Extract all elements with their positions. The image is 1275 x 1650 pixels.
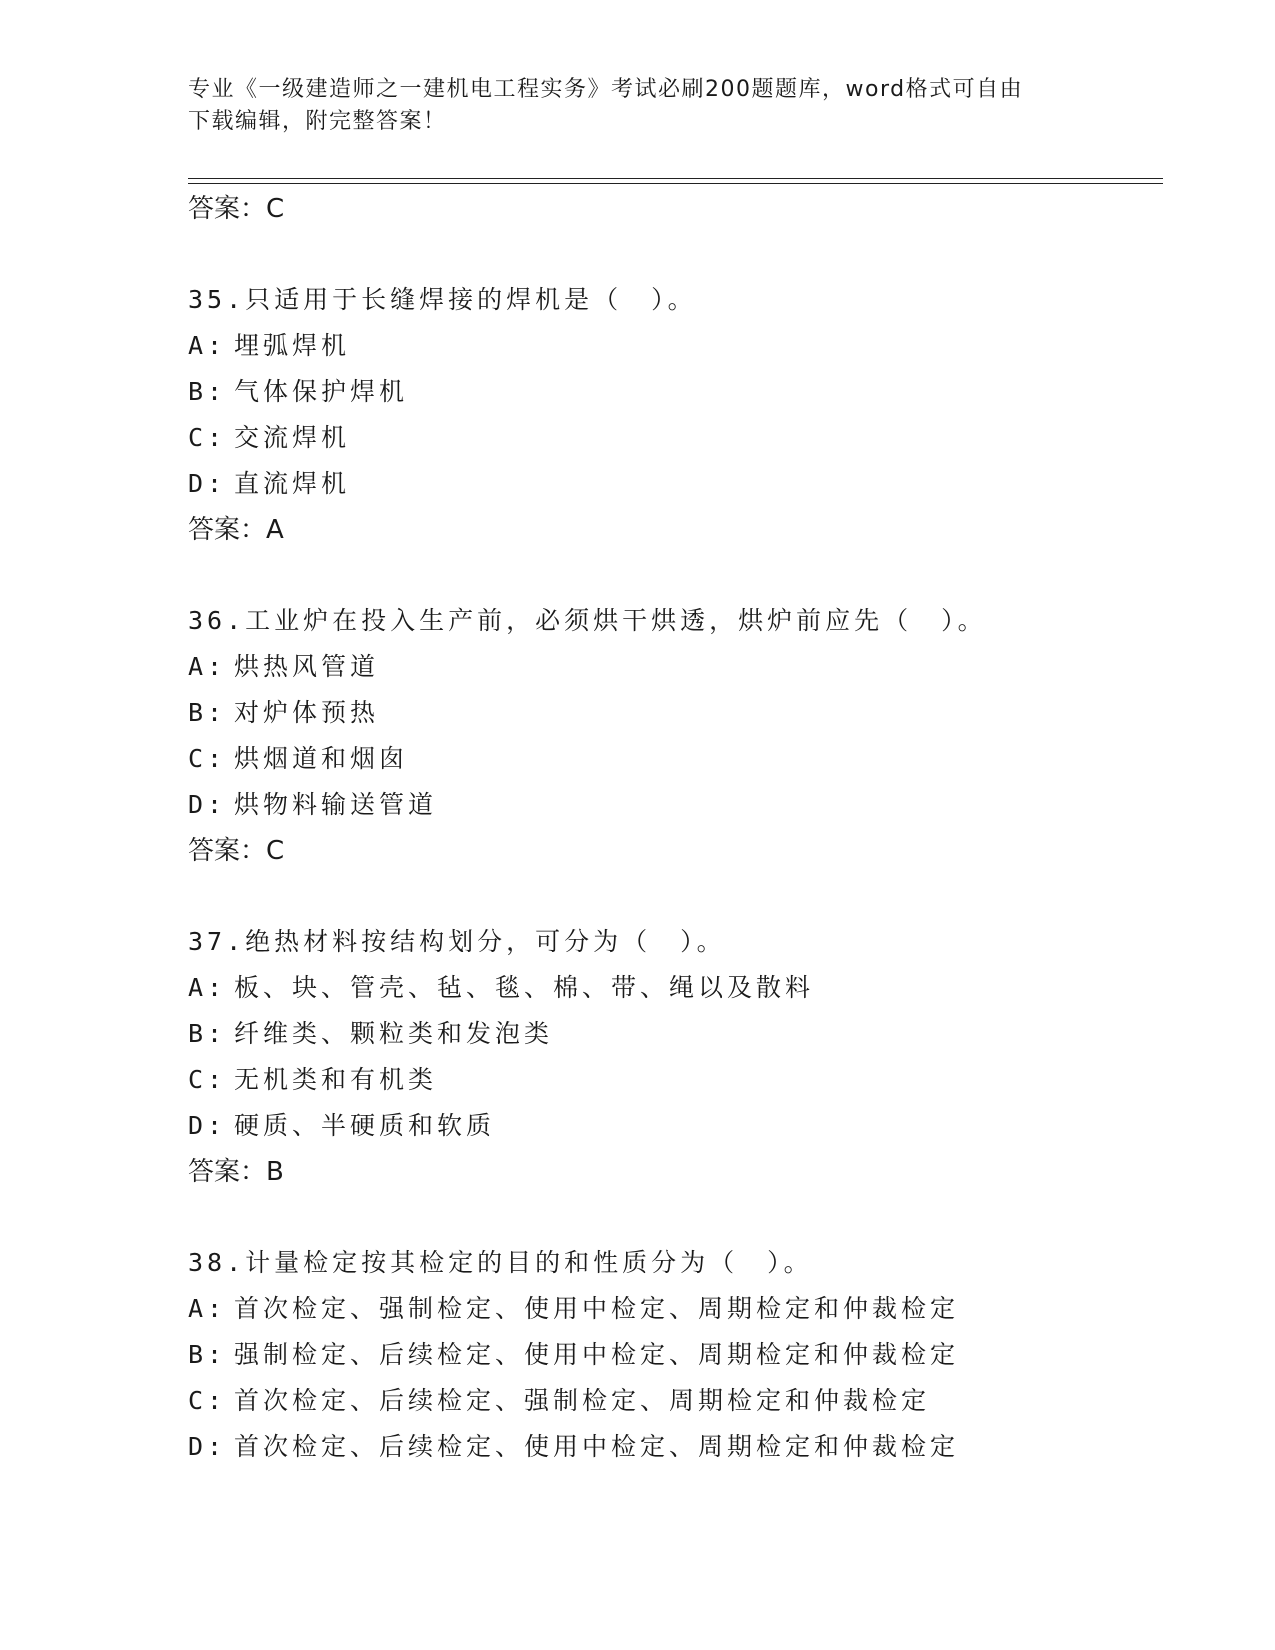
option-text: 纤维类、颗粒类和发泡类 [234, 1019, 554, 1048]
option-letter: D: [188, 1111, 227, 1140]
option-text: 烘物料输送管道 [234, 790, 438, 819]
option-d [188, 782, 1168, 828]
question-stem: 35.只适用于长缝焊接的焊机是（ ）。 [188, 285, 697, 314]
option-letter: B: [188, 1340, 227, 1369]
option-text: 埋弧焊机 [234, 331, 351, 360]
header-line-1: 专业《一级建造师之一建机电工程实务》考试必刷200题题库，word格式可自由 [188, 77, 1024, 102]
answer-line: 答案：C [188, 836, 285, 866]
header-divider-top [188, 178, 1163, 179]
option-c [188, 736, 1168, 782]
option-a [188, 965, 1168, 1011]
option-text: 气体保护焊机 [234, 377, 409, 406]
option-letter: D: [188, 1432, 227, 1461]
option-letter: B: [188, 1019, 227, 1048]
header-divider-bottom [188, 183, 1163, 184]
option-letter: A: [188, 652, 227, 681]
question-stem: 37.绝热材料按结构划分，可分为（ ）。 [188, 927, 726, 956]
option-letter: C: [188, 1065, 227, 1094]
header-line-2: 下载编辑，附完整答案！ [188, 109, 447, 134]
spacer [188, 874, 1168, 919]
option-c [188, 1057, 1168, 1103]
question-list [188, 186, 1168, 1470]
option-text: 烘烟道和烟囱 [234, 744, 409, 773]
option-c [188, 1378, 1168, 1424]
option-d [188, 1424, 1168, 1470]
option-letter: C: [188, 423, 227, 452]
option-text: 首次检定、后续检定、强制检定、周期检定和仲裁检定 [234, 1386, 931, 1415]
option-text: 交流焊机 [234, 423, 351, 452]
option-letter: C: [188, 1386, 227, 1415]
option-text: 硬质、半硬质和软质 [234, 1111, 496, 1140]
question-35 [188, 277, 1168, 553]
option-text: 板、块、管壳、毡、毯、棉、带、绳以及散料 [234, 973, 815, 1002]
option-letter: B: [188, 377, 227, 406]
option-c [188, 415, 1168, 461]
option-text: 烘热风管道 [234, 652, 380, 681]
option-b [188, 690, 1168, 736]
answer-line: 答案：A [188, 515, 284, 545]
option-b [188, 1011, 1168, 1057]
option-letter: B: [188, 698, 227, 727]
spacer [188, 553, 1168, 598]
option-text: 首次检定、强制检定、使用中检定、周期检定和仲裁检定 [234, 1294, 960, 1323]
option-a [188, 644, 1168, 690]
option-letter: A: [188, 331, 227, 360]
option-a [188, 1286, 1168, 1332]
document-header [188, 74, 1088, 138]
question-stem: 38.计量检定按其检定的目的和性质分为（ ）。 [188, 1248, 813, 1277]
option-d [188, 1103, 1168, 1149]
previous-answer: 答案：C [188, 194, 285, 224]
spacer [188, 1195, 1168, 1240]
option-letter: D: [188, 790, 227, 819]
option-b [188, 1332, 1168, 1378]
question-37 [188, 919, 1168, 1195]
question-38 [188, 1240, 1168, 1470]
question-36 [188, 598, 1168, 874]
option-text: 直流焊机 [234, 469, 351, 498]
spacer [188, 232, 1168, 277]
option-letter: A: [188, 1294, 227, 1323]
option-b [188, 369, 1168, 415]
option-letter: C: [188, 744, 227, 773]
option-d [188, 461, 1168, 507]
option-text: 对炉体预热 [234, 698, 380, 727]
option-text: 首次检定、后续检定、使用中检定、周期检定和仲裁检定 [234, 1432, 960, 1461]
option-text: 无机类和有机类 [234, 1065, 438, 1094]
answer-line: 答案：B [188, 1157, 284, 1187]
option-letter: D: [188, 469, 227, 498]
option-text: 强制检定、后续检定、使用中检定、周期检定和仲裁检定 [234, 1340, 960, 1369]
option-a [188, 323, 1168, 369]
option-letter: A: [188, 973, 227, 1002]
question-stem: 36.工业炉在投入生产前，必须烘干烘透，烘炉前应先（ ）。 [188, 606, 987, 635]
